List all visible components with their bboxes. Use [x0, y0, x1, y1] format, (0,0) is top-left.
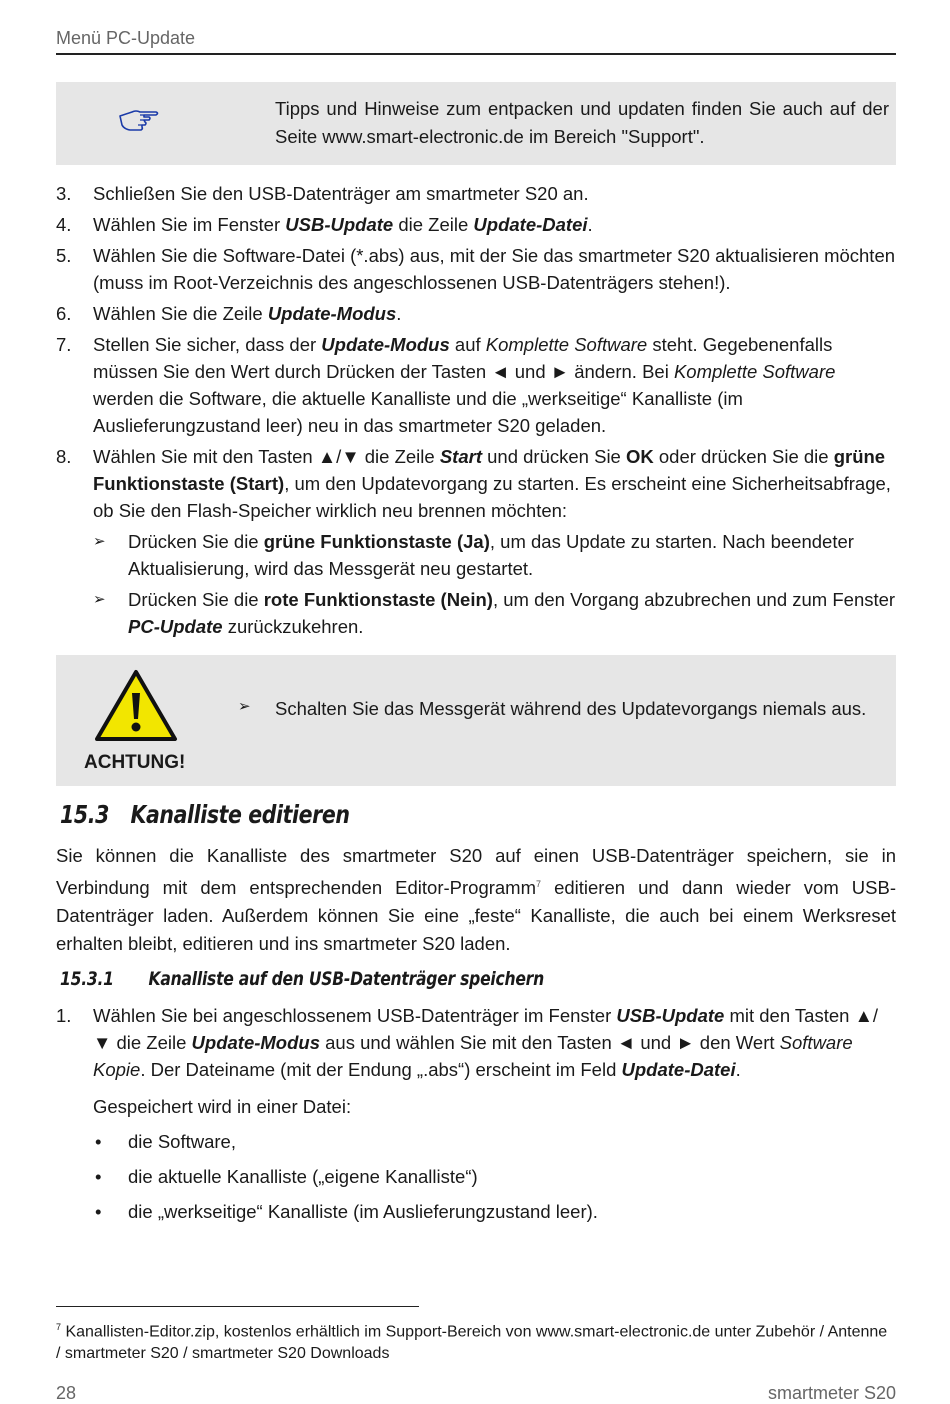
running-header: Menü PC-Update: [56, 28, 196, 48]
subsection-heading: [60, 968, 544, 990]
list-item: [56, 300, 896, 327]
key-term: rote Funktionstaste (Nein): [263, 589, 493, 610]
step-number: 4.: [56, 214, 72, 235]
menu-term: PC-Update: [128, 616, 223, 637]
arrow-bullet-icon: ➢: [93, 591, 106, 608]
menu-term: Update-Modus: [321, 334, 450, 355]
menu-term: Update-Datei: [473, 214, 588, 235]
warning-label: ACHTUNG!: [84, 752, 186, 773]
arrow-bullet-icon: ➢: [93, 533, 106, 550]
footnote-ref: 7: [536, 879, 542, 889]
warning-triangle-icon: [94, 669, 178, 743]
menu-term: USB-Update: [616, 1005, 725, 1026]
substep-text: , um das Update zu starten. Nach beendeter Aktualisierung, wird das Messgerät neu gestartet.: [128, 531, 854, 579]
step-number: 7.: [56, 334, 72, 355]
key-term: OK: [625, 446, 654, 467]
menu-term: Update-Modus: [191, 1032, 320, 1053]
key-term: grüne Funktionstaste (Ja): [263, 531, 490, 552]
list-item: [56, 180, 896, 207]
tip-text: Tipps und Hinweise zum entpacken und updaten finden Sie auch auf der Seite www.smart-electronic.de im Bereich "Support".: [275, 98, 889, 147]
value-term: Software Kopie: [93, 1032, 853, 1080]
bullet-text: die aktuelle Kanalliste („eigene Kanalliste“): [128, 1166, 478, 1187]
section-title: Kanalliste editieren: [130, 800, 350, 829]
section-heading: [60, 800, 350, 829]
step-text: und drücken Sie: [482, 446, 626, 467]
step-number: 3.: [56, 183, 72, 204]
step-text: Wählen Sie die Software-Datei (*.abs) aus, mit der Sie das smartmeter S20 aktualisieren möchten (muss im Root-Verzeichnis des angeschlossenen USB-Datenträgers stehen!).: [93, 245, 896, 293]
update-steps-list: [56, 180, 896, 644]
section-number: 15.3: [60, 800, 109, 829]
step-text: oder drücken Sie die: [653, 446, 834, 467]
step-text: Stellen Sie sicher, dass der: [93, 334, 322, 355]
step-number: 1.: [56, 1005, 72, 1026]
list-item: [56, 242, 896, 296]
bullet-text: die Software,: [128, 1131, 236, 1152]
list-item: [56, 1002, 896, 1083]
bullet-text: die „werkseitige“ Kanalliste (im Auslieferungzustand leer).: [128, 1201, 598, 1222]
step-number: 8.: [56, 446, 72, 467]
step-text: .: [587, 214, 593, 235]
step-text: werden die Software, die aktuelle Kanalliste und die „werkseitige“ Kanalliste (im Auslieferungzustand leer) neu in das smartmeter S20 geladen.: [93, 388, 743, 436]
bullet-dot-icon: •: [95, 1201, 102, 1222]
list-item: [56, 211, 896, 238]
step-text: Wählen Sie im Fenster: [93, 214, 286, 235]
sub-list-item: [56, 586, 896, 640]
value-term: Komplette Software: [673, 361, 836, 382]
section-paragraph: [56, 842, 896, 958]
step-text: auf: [449, 334, 486, 355]
step-text: . Der Dateiname (mit der Endung „.abs“) erscheint im Feld: [140, 1059, 622, 1080]
warning-text: Schalten Sie das Messgerät während des Updatevorgangs niemals aus.: [275, 698, 867, 719]
header-rule: [56, 53, 896, 55]
step-number: 5.: [56, 245, 72, 266]
substep-text: Drücken Sie die: [128, 531, 264, 552]
list-note: Gespeichert wird in einer Datei:: [93, 1096, 352, 1117]
key-term: grüne Funktionstaste (Start): [93, 446, 886, 494]
step-text: Wählen Sie die Zeile: [93, 303, 268, 324]
substep-text: , um den Vorgang abzubrechen und zum Fenster: [492, 589, 896, 610]
save-steps-list: [56, 1002, 896, 1226]
bullet-item: [56, 1128, 896, 1156]
step-text: .: [735, 1059, 741, 1080]
step-text: aus und wählen Sie mit den Tasten ◄ und ► den Wert: [320, 1032, 780, 1053]
menu-term: Update-Modus: [267, 303, 397, 324]
step-text: Wählen Sie mit den Tasten ▲/▼ die Zeile: [93, 446, 440, 467]
bullet-dot-icon: •: [95, 1131, 102, 1152]
substep-text: Drücken Sie die: [128, 589, 264, 610]
sub-list-item: [56, 528, 896, 582]
value-term: Komplette Software: [485, 334, 648, 355]
footer-brand: smartmeter S20: [767, 1383, 896, 1403]
page-number: 28: [56, 1383, 77, 1403]
list-item: [56, 443, 896, 524]
step-text: Schließen Sie den USB-Datenträger am smartmeter S20 an.: [93, 183, 589, 204]
bullet-dot-icon: •: [95, 1166, 102, 1187]
step-text: Wählen Sie bei angeschlossenem USB-Datenträger im Fenster: [93, 1005, 617, 1026]
substep-text: zurückzukehren.: [222, 616, 364, 637]
menu-term: Update-Datei: [621, 1059, 736, 1080]
list-item: [56, 331, 896, 439]
footnote: [56, 1316, 896, 1365]
menu-term: USB-Update: [285, 214, 394, 235]
arrow-bullet-icon: ➢: [238, 698, 251, 715]
bullet-item: [56, 1163, 896, 1191]
step-text: steht. Gegebenenfalls müssen Sie den Wert durch Drücken der Tasten ◄ und ► ändern. Bei: [93, 334, 833, 382]
subsection-number: 15.3.1: [60, 968, 114, 990]
pointing-hand-icon: [118, 106, 160, 134]
footnote-rule: [56, 1306, 419, 1307]
step-text: .: [396, 303, 402, 324]
step-text: mit den Tasten ▲/▼ die Zeile: [93, 1005, 879, 1053]
menu-term: Start: [439, 446, 482, 467]
step-number: 6.: [56, 303, 72, 324]
footnote-text: Kanallisten-Editor.zip, kostenlos erhältlich im Support-Bereich von www.smart-electronic.de unter Zubehör / Antenne / smartmeter S20 / smartmeter S20 Downloads: [56, 1323, 888, 1363]
step-text: , um den Updatevorgang zu starten. Es erscheint eine Sicherheitsabfrage, ob Sie den Flash-Speicher wirklich neu brennen möchten:: [93, 473, 891, 521]
paragraph-text: Sie können die Kanalliste des smartmeter S20 auf einen USB-Datenträger speichern, sie in Verbindung mit dem entsprechenden Editor-Programm: [56, 845, 896, 899]
paragraph-text: editieren und dann wieder vom USB-Datenträger laden. Außerdem können Sie eine „feste“ Kanalliste, die auch bei einem Werksreset erhalten bleibt, editieren und ins smartmeter S20 laden.: [56, 877, 896, 955]
subsection-title: Kanalliste auf den USB-Datenträger speichern: [148, 968, 544, 990]
tip-box: [56, 82, 896, 165]
footnote-mark: 7: [56, 1322, 62, 1332]
bullet-item: [56, 1198, 896, 1226]
warning-box: [56, 655, 896, 786]
step-text: die Zeile: [393, 214, 474, 235]
